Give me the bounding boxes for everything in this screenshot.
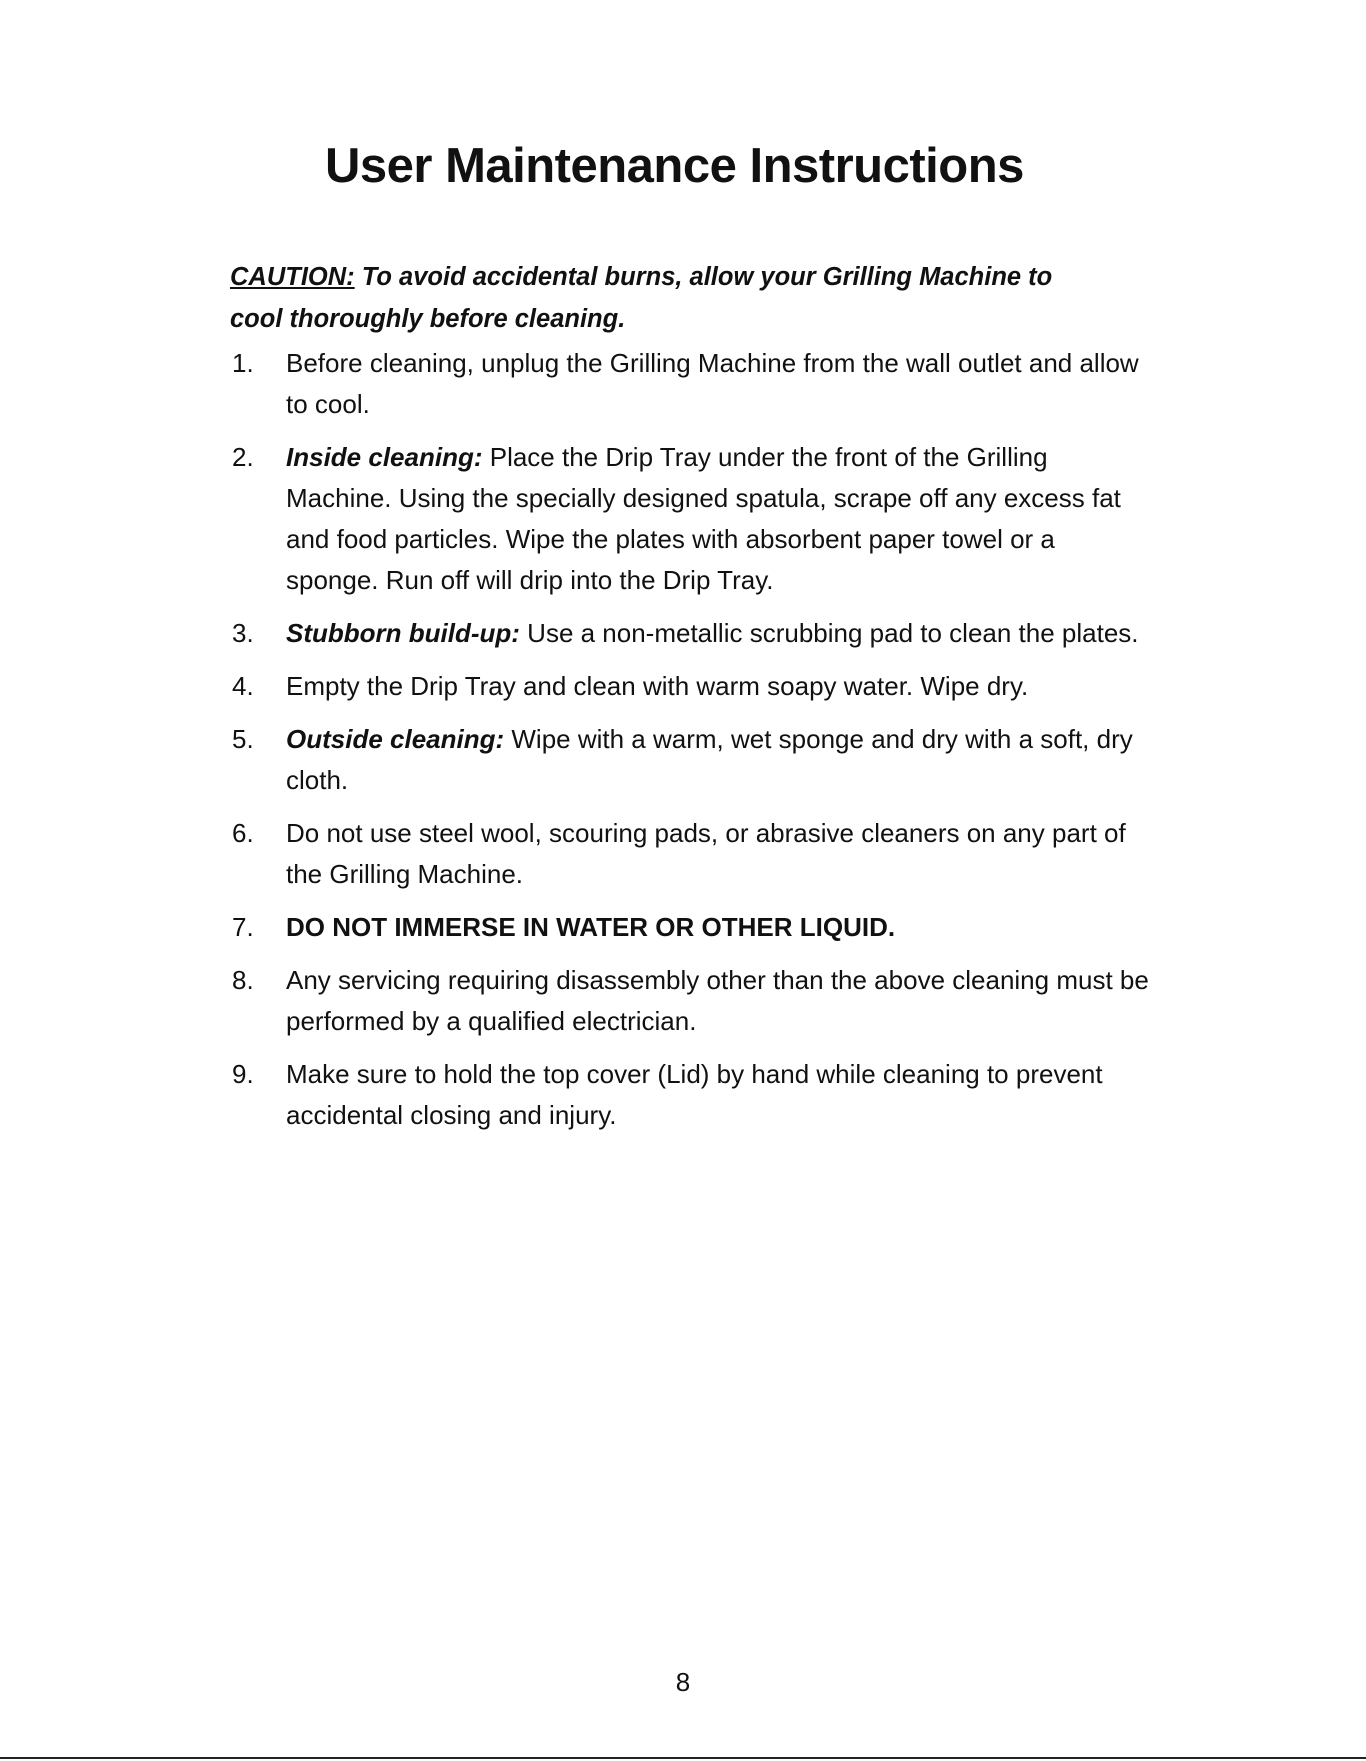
page-edge-divider [0,1757,1366,1759]
step-number: 8. [232,965,254,995]
step-number: 4. [232,671,254,701]
step-item [230,343,1150,425]
step-text: Wipe with a warm, wet sponge and dry with a soft, dry cloth. [286,724,1133,795]
page-title: User Maintenance Instructions [325,139,1024,193]
step-label: Inside cleaning: [286,442,483,472]
step-item [230,960,1150,1042]
page-number: 8 [675,1667,691,1697]
step-number: 1. [232,348,254,378]
maintenance-steps-list [230,343,1150,1148]
step-text: Before cleaning, unplug the Grilling Machine from the wall outlet and allow to cool. [286,348,1139,419]
step-text: Use a non-metallic scrubbing pad to clean the plates. [519,618,1139,648]
step-number: 7. [232,912,254,942]
step-text: Do not use steel wool, scouring pads, or abrasive cleaners on any part of the Grilling Machine. [286,818,1126,889]
step-item [230,813,1150,895]
caution-note [230,256,1110,340]
step-item [230,907,1150,948]
step-warning-text: DO NOT IMMERSE IN WATER OR OTHER LIQUID. [286,912,896,942]
step-number: 5. [232,724,254,754]
step-number: 9. [232,1059,254,1089]
step-item [230,1054,1150,1136]
step-number: 3. [232,618,254,648]
step-label: Stubborn build-up: [286,618,520,648]
step-label: Outside cleaning: [286,724,505,754]
caution-label: CAUTION: [230,263,355,291]
step-item [230,719,1150,801]
step-text: Empty the Drip Tray and clean with warm soapy water. Wipe dry. [286,671,1029,701]
step-number: 6. [232,818,254,848]
step-text: Place the Drip Tray under the front of the Grilling Machine. Using the specially designed spatula, scrape off any excess fat and food particles. Wipe the plates with absorbent paper towel or a sponge. Run off will drip into the Drip Tray. [286,442,1121,595]
step-item [230,437,1150,601]
step-item [230,666,1150,707]
step-number: 2. [232,442,254,472]
caution-text: To avoid accidental burns, allow your Grilling Machine to cool thoroughly before cleaning. [230,263,1053,333]
step-item [230,613,1150,654]
step-text: Make sure to hold the top cover (Lid) by hand while cleaning to prevent accidental closing and injury. [286,1059,1103,1130]
step-text: Any servicing requiring disassembly other than the above cleaning must be performed by a qualified electrician. [286,965,1149,1036]
